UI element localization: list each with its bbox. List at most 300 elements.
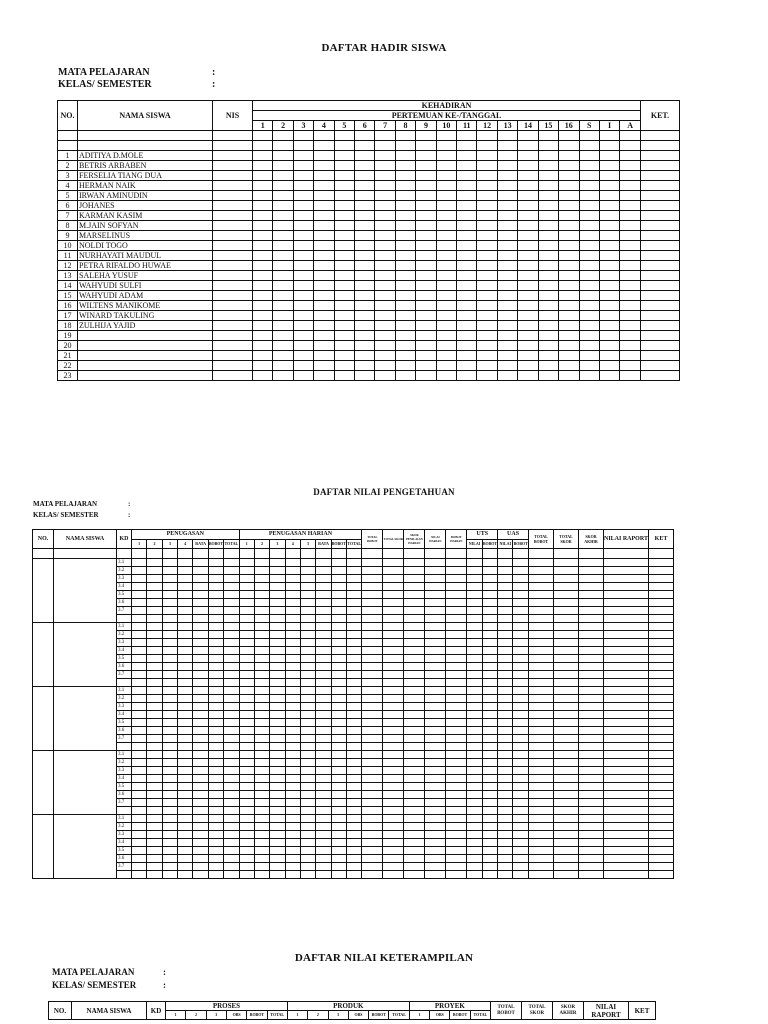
score-cell	[579, 695, 604, 703]
score-cell	[316, 743, 331, 751]
kd-code: 3.5	[117, 783, 132, 791]
score-cell	[254, 799, 269, 807]
score-cell	[132, 727, 147, 735]
score-cell	[498, 695, 513, 703]
score-cell	[482, 831, 497, 839]
score-cell	[316, 727, 331, 735]
score-cell	[300, 655, 315, 663]
score-cell	[162, 775, 177, 783]
attendance-cell	[620, 171, 641, 181]
attendance-cell	[334, 171, 354, 181]
score-cell	[331, 783, 346, 791]
attendance-cell	[641, 151, 680, 161]
score-cell	[482, 631, 497, 639]
score-cell	[482, 703, 497, 711]
score-cell	[254, 855, 269, 863]
score-cell	[178, 775, 193, 783]
score-cell	[316, 567, 331, 575]
score-cell	[467, 639, 482, 647]
score-cell	[604, 591, 649, 599]
student-name: KARMAN KASIM	[78, 211, 213, 221]
score-cell	[467, 655, 482, 663]
score-cell	[285, 863, 300, 871]
score-cell	[425, 815, 446, 823]
score-cell	[513, 847, 529, 855]
score-cell	[383, 639, 404, 647]
empty-cell	[273, 141, 293, 151]
header-day: 9	[416, 121, 436, 131]
score-cell	[331, 631, 346, 639]
kd-row	[33, 583, 674, 591]
attendance-cell	[457, 201, 477, 211]
score-cell	[467, 839, 482, 847]
score-cell	[554, 847, 579, 855]
student-no: 12	[58, 261, 78, 271]
score-cell	[316, 711, 331, 719]
score-cell	[178, 759, 193, 767]
attendance-cell	[395, 251, 415, 261]
attendance-cell	[579, 311, 599, 321]
header-day: 11	[457, 121, 477, 131]
score-cell	[254, 847, 269, 855]
score-cell	[554, 567, 579, 575]
score-cell	[331, 743, 346, 751]
score-cell	[579, 759, 604, 767]
score-cell	[604, 759, 649, 767]
attendance-cell	[477, 261, 497, 271]
score-cell	[347, 727, 362, 735]
attendance-cell	[641, 201, 680, 211]
student-name: BETRIS ARBABEN	[78, 161, 213, 171]
student-row	[58, 241, 680, 251]
attendance-cell	[314, 181, 334, 191]
score-cell	[162, 871, 177, 879]
attendance-cell	[436, 191, 456, 201]
attendance-cell	[518, 211, 538, 221]
score-cell	[178, 751, 193, 759]
score-cell	[404, 871, 425, 879]
attendance-cell	[477, 351, 497, 361]
score-cell	[446, 575, 467, 583]
attendance-cell	[213, 321, 253, 331]
score-cell	[513, 799, 529, 807]
score-cell	[270, 863, 285, 871]
score-cell	[178, 863, 193, 871]
score-cell	[446, 599, 467, 607]
score-cell	[208, 815, 223, 823]
empty-cell	[497, 141, 517, 151]
score-cell	[331, 663, 346, 671]
score-cell	[467, 663, 482, 671]
score-cell	[467, 607, 482, 615]
score-cell	[446, 847, 467, 855]
score-cell	[529, 663, 554, 671]
score-cell	[425, 687, 446, 695]
blank-row	[58, 141, 680, 151]
attendance-cell	[641, 321, 680, 331]
score-cell	[285, 759, 300, 767]
kd-code: 3.4	[117, 583, 132, 591]
attendance-cell	[213, 281, 253, 291]
score-cell	[362, 575, 383, 583]
score-cell	[132, 591, 147, 599]
score-cell	[604, 703, 649, 711]
score-cell	[254, 663, 269, 671]
attendance-cell	[599, 211, 619, 221]
score-cell	[178, 695, 193, 703]
score-cell	[132, 623, 147, 631]
score-cell	[404, 719, 425, 727]
score-cell	[270, 847, 285, 855]
score-cell	[270, 871, 285, 879]
score-cell	[529, 839, 554, 847]
score-cell	[254, 743, 269, 751]
score-cell	[482, 695, 497, 703]
score-cell	[579, 711, 604, 719]
score-cell	[467, 671, 482, 679]
score-cell	[132, 679, 147, 687]
score-cell	[193, 799, 208, 807]
attendance-cell	[641, 181, 680, 191]
score-cell	[178, 599, 193, 607]
attendance-cell	[457, 291, 477, 301]
score-cell	[425, 615, 446, 623]
attendance-cell	[477, 221, 497, 231]
score-cell	[239, 871, 254, 879]
score-cell	[513, 703, 529, 711]
score-cell	[132, 831, 147, 839]
score-cell	[193, 839, 208, 847]
score-cell	[239, 767, 254, 775]
score-cell	[132, 839, 147, 847]
score-cell	[362, 863, 383, 871]
score-cell	[498, 663, 513, 671]
empty-cell	[529, 549, 554, 559]
kd-code: 3.6	[117, 791, 132, 799]
score-cell	[147, 727, 162, 735]
attendance-cell	[375, 201, 395, 211]
student-row	[58, 211, 680, 221]
score-cell	[162, 799, 177, 807]
score-cell	[383, 823, 404, 831]
attendance-cell	[559, 371, 579, 381]
score-cell	[224, 647, 239, 655]
score-cell	[554, 583, 579, 591]
attendance-cell	[416, 351, 436, 361]
score-cell	[147, 559, 162, 567]
class-colon: :	[128, 511, 131, 519]
score-cell	[208, 687, 223, 695]
attendance-cell	[253, 171, 273, 181]
score-cell	[513, 775, 529, 783]
score-cell	[482, 743, 497, 751]
attendance-cell	[579, 341, 599, 351]
attendance-cell	[497, 171, 517, 181]
header-day: 7	[375, 121, 395, 131]
score-cell	[513, 639, 529, 647]
skills-meta	[52, 966, 136, 992]
empty-cell	[579, 141, 599, 151]
score-cell	[404, 591, 425, 599]
score-cell	[132, 559, 147, 567]
score-cell	[254, 767, 269, 775]
score-cell	[467, 743, 482, 751]
score-cell	[383, 567, 404, 575]
score-cell	[529, 687, 554, 695]
score-cell	[482, 567, 497, 575]
header-ph-col: RATA	[316, 539, 331, 549]
score-cell	[482, 719, 497, 727]
attendance-cell	[314, 261, 334, 271]
score-cell	[208, 831, 223, 839]
student-name-cell	[54, 751, 117, 815]
header-produk-col: BOBOT	[369, 1011, 389, 1020]
score-cell	[482, 607, 497, 615]
student-row	[58, 251, 680, 261]
score-cell	[404, 663, 425, 671]
attendance-cell	[395, 181, 415, 191]
score-cell	[579, 839, 604, 847]
empty-cell	[482, 549, 497, 559]
student-row	[58, 371, 680, 381]
score-cell	[513, 591, 529, 599]
kd-row	[33, 711, 674, 719]
attendance-cell	[641, 261, 680, 271]
score-cell	[270, 615, 285, 623]
attendance-cell	[599, 201, 619, 211]
attendance-cell	[620, 301, 641, 311]
score-cell	[498, 863, 513, 871]
empty-cell	[446, 549, 467, 559]
score-cell	[383, 855, 404, 863]
score-cell	[224, 711, 239, 719]
score-cell	[383, 815, 404, 823]
score-cell	[529, 655, 554, 663]
header-skor-akhir: SKOR AKHIR	[579, 530, 604, 549]
score-cell	[132, 639, 147, 647]
kd-code: 3.2	[117, 631, 132, 639]
attendance-cell	[334, 261, 354, 271]
attendance-cell	[559, 301, 579, 311]
score-cell	[147, 655, 162, 663]
score-cell	[162, 807, 177, 815]
attendance-cell	[641, 221, 680, 231]
score-cell	[425, 719, 446, 727]
attendance-cell	[416, 161, 436, 171]
attendance-cell	[559, 291, 579, 301]
student-no: 15	[58, 291, 78, 301]
score-cell	[178, 767, 193, 775]
score-cell	[604, 735, 649, 743]
score-cell	[224, 703, 239, 711]
score-cell	[270, 759, 285, 767]
score-cell	[554, 687, 579, 695]
attendance-cell	[416, 221, 436, 231]
score-cell	[482, 647, 497, 655]
score-cell	[579, 623, 604, 631]
score-cell	[498, 583, 513, 591]
kd-code: 3.5	[117, 847, 132, 855]
score-cell	[498, 631, 513, 639]
score-cell	[425, 791, 446, 799]
score-cell	[529, 743, 554, 751]
score-cell	[404, 647, 425, 655]
score-cell	[316, 623, 331, 631]
score-cell	[239, 847, 254, 855]
score-cell	[604, 615, 649, 623]
score-cell	[649, 711, 674, 719]
score-cell	[498, 623, 513, 631]
score-cell	[604, 647, 649, 655]
score-cell	[162, 559, 177, 567]
score-cell	[162, 575, 177, 583]
attendance-cell	[253, 371, 273, 381]
score-cell	[300, 807, 315, 815]
score-cell	[132, 751, 147, 759]
score-cell	[316, 823, 331, 831]
student-row	[58, 301, 680, 311]
attendance-cell	[538, 341, 558, 351]
score-cell	[147, 743, 162, 751]
score-cell	[347, 775, 362, 783]
score-cell	[285, 847, 300, 855]
score-cell	[498, 759, 513, 767]
attendance-cell	[395, 161, 415, 171]
attendance-cell	[457, 301, 477, 311]
score-cell	[529, 607, 554, 615]
score-cell	[498, 743, 513, 751]
attendance-cell	[334, 151, 354, 161]
score-cell	[579, 647, 604, 655]
kd-code: 3.3	[117, 639, 132, 647]
student-no: 17	[58, 311, 78, 321]
score-cell	[467, 695, 482, 703]
attendance-cell	[355, 271, 375, 281]
score-cell	[331, 695, 346, 703]
attendance-cell	[457, 251, 477, 261]
attendance-cell	[559, 281, 579, 291]
attendance-cell	[497, 371, 517, 381]
score-cell	[178, 719, 193, 727]
score-cell	[178, 679, 193, 687]
score-cell	[331, 591, 346, 599]
score-cell	[529, 863, 554, 871]
empty-cell	[518, 141, 538, 151]
score-cell	[529, 719, 554, 727]
score-cell	[300, 647, 315, 655]
score-cell	[554, 743, 579, 751]
score-cell	[300, 671, 315, 679]
score-cell	[404, 671, 425, 679]
score-cell	[604, 599, 649, 607]
kd-row	[33, 599, 674, 607]
score-cell	[285, 583, 300, 591]
score-cell	[425, 679, 446, 687]
score-cell	[362, 735, 383, 743]
score-cell	[446, 559, 467, 567]
score-cell	[224, 591, 239, 599]
attendance-cell	[213, 341, 253, 351]
score-cell	[300, 855, 315, 863]
score-cell	[425, 855, 446, 863]
attendance-cell	[314, 161, 334, 171]
score-cell	[425, 831, 446, 839]
score-cell	[239, 791, 254, 799]
score-cell	[554, 799, 579, 807]
attendance-cell	[213, 171, 253, 181]
score-cell	[383, 591, 404, 599]
score-cell	[649, 631, 674, 639]
score-cell	[347, 607, 362, 615]
score-cell	[224, 567, 239, 575]
attendance-cell	[314, 331, 334, 341]
kd-row	[33, 663, 674, 671]
header-proyek-col: TOTAL	[470, 1011, 490, 1020]
score-cell	[300, 759, 315, 767]
score-cell	[482, 767, 497, 775]
score-cell	[147, 855, 162, 863]
attendance-cell	[457, 151, 477, 161]
score-cell	[498, 831, 513, 839]
score-cell	[383, 719, 404, 727]
score-cell	[347, 663, 362, 671]
attendance-cell	[293, 231, 313, 241]
kd-row	[33, 623, 674, 631]
score-cell	[604, 687, 649, 695]
score-cell	[383, 623, 404, 631]
empty-cell	[117, 549, 132, 559]
attendance-cell	[375, 271, 395, 281]
attendance-cell	[518, 271, 538, 281]
attendance-cell	[375, 261, 395, 271]
class-label: KELAS/ SEMESTER	[33, 511, 99, 519]
score-cell	[132, 855, 147, 863]
attendance-cell	[599, 231, 619, 241]
student-row	[58, 201, 680, 211]
score-cell	[178, 647, 193, 655]
kd-row	[33, 559, 674, 567]
score-cell	[446, 567, 467, 575]
score-cell	[224, 631, 239, 639]
score-cell	[554, 695, 579, 703]
attendance-cell	[395, 151, 415, 161]
score-cell	[362, 591, 383, 599]
score-cell	[554, 591, 579, 599]
empty-cell	[620, 141, 641, 151]
attendance-cell	[273, 201, 293, 211]
header-nis: NIS	[213, 101, 253, 131]
score-cell	[300, 711, 315, 719]
attendance-cell	[457, 361, 477, 371]
score-cell	[404, 727, 425, 735]
attendance-cell	[293, 291, 313, 301]
score-cell	[579, 615, 604, 623]
score-cell	[331, 575, 346, 583]
attendance-cell	[497, 351, 517, 361]
score-cell	[482, 575, 497, 583]
score-cell	[316, 615, 331, 623]
attendance-cell	[416, 261, 436, 271]
score-cell	[285, 567, 300, 575]
score-cell	[425, 583, 446, 591]
attendance-cell	[314, 311, 334, 321]
score-cell	[224, 599, 239, 607]
attendance-cell	[213, 271, 253, 281]
score-cell	[362, 671, 383, 679]
score-cell	[404, 623, 425, 631]
attendance-cell	[334, 191, 354, 201]
attendance-cell	[213, 211, 253, 221]
